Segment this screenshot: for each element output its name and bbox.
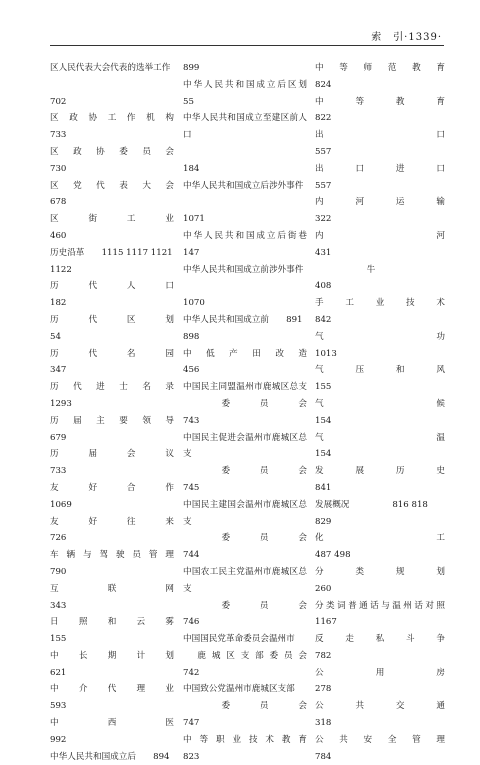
index-entry-line: 899 xyxy=(183,63,200,73)
index-entry-line: 593 xyxy=(50,701,67,712)
index-entry-line: 408 xyxy=(315,281,332,292)
index-entry-line: 公用房 xyxy=(315,667,445,678)
index-entry-line: 54 xyxy=(50,331,61,342)
index-entry-line: 278 xyxy=(315,684,332,695)
index-entry-line: 气压和风 xyxy=(315,365,445,376)
index-entry-line: 147 xyxy=(183,247,200,258)
index-entry-line: 1069 xyxy=(50,499,72,510)
index-entry-line: 中国致公党温州市鹿城区支部 xyxy=(183,684,295,695)
index-entry-line: 347 xyxy=(50,365,67,376)
index-entry-line: 730 xyxy=(50,163,67,174)
index-entry-line: 反走私斗争 xyxy=(315,634,445,645)
index-entry-line: 中等师范教育 xyxy=(315,63,445,73)
index-entry-line: 742 xyxy=(183,667,200,678)
index-entry-line: 154 xyxy=(315,449,332,460)
index-entry-line: 中华人民共和国成立后区划 xyxy=(183,79,307,90)
index-entry-line: 互联网 xyxy=(50,583,174,594)
index-entry-line: 746 xyxy=(183,617,200,628)
index-entry-line: 中华人民共和国成立前涉外事件 xyxy=(183,264,304,275)
index-entry-line: 343 xyxy=(50,600,67,611)
index-entry-line: 中华人民共和国成立前 891 xyxy=(183,314,303,325)
index-entry-line: 155 xyxy=(50,634,67,645)
index-entry-line: 内河 xyxy=(315,230,445,241)
index-entry-line: 分类词普通话与温州话对照 xyxy=(315,600,445,611)
index-entry-line: 历史沿革 1115 1117 1121 xyxy=(50,247,173,258)
index-entry-line xyxy=(50,77,174,94)
index-entry-line: 747 xyxy=(183,718,200,729)
index-entry-line: 公共安全管理 xyxy=(315,734,445,745)
index-entry-line: 中等职业技术教育 xyxy=(183,734,307,745)
index-entry-line: 702 xyxy=(50,96,67,107)
index-entry-line: 784 xyxy=(315,751,332,762)
index-entry-line: 1070 xyxy=(183,298,205,309)
index-entry-line: 委员会 xyxy=(183,701,307,712)
index-entry-line: 出口进口 xyxy=(315,163,445,174)
index-entry-line: 744 xyxy=(183,550,200,561)
index-entry-line: 历届会议 xyxy=(50,449,174,460)
index-entry-line: 745 xyxy=(183,482,200,493)
index-entry-line: 鹿城区支部委员会 xyxy=(183,650,307,661)
index-entry-line: 中国民主促进会温州市鹿城区总 xyxy=(183,432,307,443)
index-entry-line: 55 xyxy=(183,96,194,107)
index-entry-line: 历代进士名录 xyxy=(50,382,174,393)
index-entry-line: 友好往来 xyxy=(50,516,174,527)
index-entry-line: 中华人民共和国成立后 894 xyxy=(50,751,170,762)
index-entry-line: 726 xyxy=(50,533,67,544)
index-entry-line: 支 xyxy=(183,583,192,594)
index-entry-line: 委员会 xyxy=(183,600,307,611)
index-entry-line: 中国农工民主党温州市鹿城区总 xyxy=(183,566,307,577)
index-entry-line xyxy=(183,194,307,211)
index-entry-line: 460 xyxy=(50,230,67,241)
index-entry-line: 车辆与驾驶员管理 xyxy=(50,550,174,561)
index-entry-line: 支 xyxy=(183,449,192,460)
index-entry-line: 431 xyxy=(315,247,332,258)
index-entry-line: 743 xyxy=(183,415,200,426)
index-entry-line: 823 xyxy=(183,751,200,762)
index-entry-line: 中介代理业 xyxy=(50,684,174,695)
header-rule xyxy=(50,45,444,46)
index-entry-line: 678 xyxy=(50,197,67,208)
index-entry-line: 322 xyxy=(315,214,332,225)
index-entry-line: 182 xyxy=(50,298,67,309)
index-entry-line: 中华人民共和国成立后街巷 xyxy=(183,230,307,241)
index-entry-line: 历代名园 xyxy=(50,348,174,359)
index-entry-line: 790 xyxy=(50,566,67,577)
index-entry-line: 手工业技术 xyxy=(315,298,445,309)
index-entry-line: 1013 xyxy=(315,348,337,359)
index-entry-line: 487 498 xyxy=(315,550,351,561)
index-entry-line: 分类规划 xyxy=(315,566,445,577)
index-entry-line: 历代人口 xyxy=(50,281,174,292)
index-entry-line: 456 xyxy=(183,365,200,376)
index-entry-line: 184 xyxy=(183,163,200,174)
index-entry-line: 气候 xyxy=(315,398,445,409)
index-entry-line: 友好合作 xyxy=(50,482,174,493)
index-entry-line: 822 xyxy=(315,113,332,124)
index-entry-line: 318 xyxy=(315,718,332,729)
index-entry-line: 824 xyxy=(315,79,332,90)
index-entry-line: 842 xyxy=(315,314,332,325)
index-entry-line: 历届主要领导 xyxy=(50,415,174,426)
index-entry-line: 中国民主同盟温州市鹿城区总支 xyxy=(183,382,307,393)
index-entry-line: 出口 xyxy=(315,130,445,141)
index-entry-line: 内河运输 xyxy=(315,197,445,208)
index-entry-line: 中长期计划 xyxy=(50,650,174,661)
index-entry-line: 782 xyxy=(315,650,332,661)
index-entry-line: 区人民代表大会代表的选举工作 xyxy=(50,63,171,73)
index-entry-line: 中西医 xyxy=(50,718,174,729)
index-entry-line: 中低产田改造 xyxy=(183,348,307,359)
index-entry-line: 557 xyxy=(315,180,332,191)
index-entry-line: 992 xyxy=(50,734,67,745)
index-column-1 xyxy=(50,60,174,765)
index-entry-line: 中等教育 xyxy=(315,96,445,107)
index-entry-line xyxy=(183,144,307,161)
index-entry-line: 气温 xyxy=(315,432,445,443)
index-entry-line: 557 xyxy=(315,146,332,157)
page-header: 索 引·1339· xyxy=(371,32,442,43)
index-entry-line: 829 xyxy=(315,516,332,527)
index-entry-line: 化工 xyxy=(315,533,445,544)
index-entry-line: 公共交通 xyxy=(315,701,445,712)
index-entry-line: 中华人民共和国成立至建区前人 xyxy=(183,113,307,124)
index-entry-line: 区街工业 xyxy=(50,214,174,225)
index-entry-line: 区党代表大会 xyxy=(50,180,174,191)
index-entry-line: 委员会 xyxy=(183,533,307,544)
index-entry-line: 口 xyxy=(183,130,192,141)
index-entry-line: 支 xyxy=(183,516,192,527)
index-column-3 xyxy=(315,60,445,765)
index-entry-line: 155 xyxy=(315,382,332,393)
index-entry-line: 733 xyxy=(50,130,67,141)
index-entry-line: 679 xyxy=(50,432,67,443)
index-entry-line: 区政协工作机构 xyxy=(50,113,174,124)
index-entry-line: 154 xyxy=(315,415,332,426)
index-entry-line: 841 xyxy=(315,482,332,493)
index-entry-line: 1167 xyxy=(315,617,337,628)
index-entry-line: 733 xyxy=(50,466,67,477)
index-entry-line: 1071 xyxy=(183,214,205,225)
index-entry-line: 委员会 xyxy=(183,466,307,477)
index-entry-line: 日照和云雾 xyxy=(50,617,174,628)
index-entry-line: 中国民主建国会温州市鹿城区总 xyxy=(183,499,307,510)
index-entry-line: 气功 xyxy=(315,331,445,342)
index-entry-line: 中华人民共和国成立后涉外事件 xyxy=(183,180,304,191)
index-entry-line: 历代区划 xyxy=(50,314,174,325)
index-entry-line: 1293 xyxy=(50,398,72,409)
index-entry-line: 260 xyxy=(315,583,332,594)
index-entry-line: 中国国民党革命委员会温州市 xyxy=(183,634,295,645)
index-entry-line: 发展历史 xyxy=(315,466,445,477)
index-entry-line: 898 xyxy=(183,331,200,342)
index-entry-line: 621 xyxy=(50,667,67,678)
index-entry-line: 1122 xyxy=(50,264,72,275)
index-entry-line: 委员会 xyxy=(183,398,307,409)
index-entry-line xyxy=(183,278,307,295)
index-column-2 xyxy=(183,60,307,765)
index-entry-line: 区政协委员会 xyxy=(50,146,174,157)
index-entry-line: 发展概况 816 818 xyxy=(315,499,428,510)
index-entry-line: 牛 xyxy=(315,264,376,275)
